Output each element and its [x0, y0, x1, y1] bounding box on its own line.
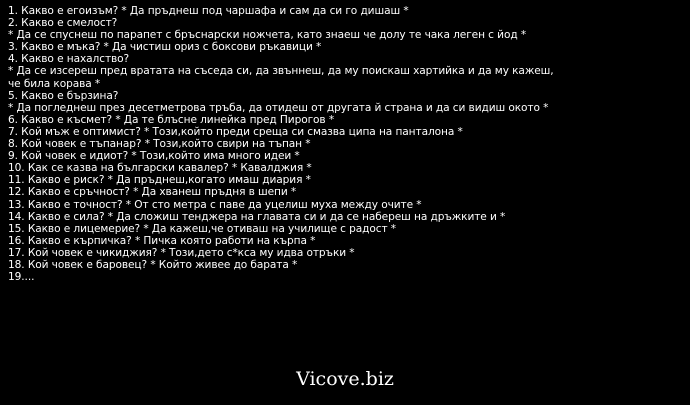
joke-line-3: * Да се спуснеш по парапет с бръснарски ножчета, като знаеш че долу те чака леген с йод *: [8, 29, 527, 42]
joke-line-12: 8. Кой човек е тъпанар? * Този,който свири на тъпан *: [8, 138, 311, 151]
joke-line-17: 13. Какво е точност? * От сто метра с паве да уцелиш муха между очите *: [8, 198, 422, 211]
joke-line-7: че била корава *: [8, 77, 101, 90]
joke-line-16: 12. Какво е сръчност? * Да хванеш пръдня в шепи *: [8, 186, 297, 199]
joke-line-5: 4. Какво е нахалство?: [8, 53, 130, 66]
site-watermark: Vicove.biz: [296, 368, 394, 390]
joke-line-4: 3. Какво е мъка? * Да чистиш ориз с боксови ръкавици *: [8, 41, 322, 54]
joke-line-13: 9. Кой човек е идиот? * Този,който има много идеи *: [8, 150, 300, 163]
joke-list: [8, 5, 684, 283]
joke-line-1: 1. Какво е егоизъм? * Да пръднеш под чаршафа и сам да си го дишаш *: [8, 5, 409, 17]
joke-line-15: 11. Какво е риск? * Да пръднеш,когато имаш диария *: [8, 174, 311, 187]
joke-line-22: 18. Кой човек е баровец? * Който живее до барата *: [8, 258, 298, 271]
joke-line-9: * Да погледнеш през десетметрова тръба, да отидеш от другата й страна и да си видиш окото *: [8, 101, 549, 114]
joke-line-14: 10. Как се казва на български кавалер? * Кавалджия *: [8, 162, 312, 175]
joke-line-19: 15. Какво е лицемерие? * Да кажеш,че отиваш на училище с радост *: [8, 222, 396, 235]
joke-line-8: 5. Какво е бързина?: [8, 89, 119, 102]
joke-line-21: 17. Кой човек е чикиджия? * Този,дето с*кса му идва отръки *: [8, 246, 355, 259]
joke-line-6: * Да се изсереш пред вратата на съседа си, да звъннеш, да му поискаш хартийка и да му кажеш,: [8, 65, 554, 78]
joke-line-23: 19....: [8, 271, 35, 284]
joke-line-11: 7. Кой мъж е оптимист? * Този,който преди среща си смазва ципа на панталона *: [8, 125, 463, 138]
joke-line-10: 6. Какво е късмет? * Да те блъсне линейка пред Пирогов *: [8, 113, 335, 126]
joke-line-18: 14. Какво е сила? * Да сложиш тенджера на главата си и да се набереш на дръжките и *: [8, 210, 506, 223]
joke-line-20: 16. Какво е кърпичка? * Пичка която работи на кърпа *: [8, 234, 316, 247]
joke-line-2: 2. Какво е смелост?: [8, 17, 118, 30]
